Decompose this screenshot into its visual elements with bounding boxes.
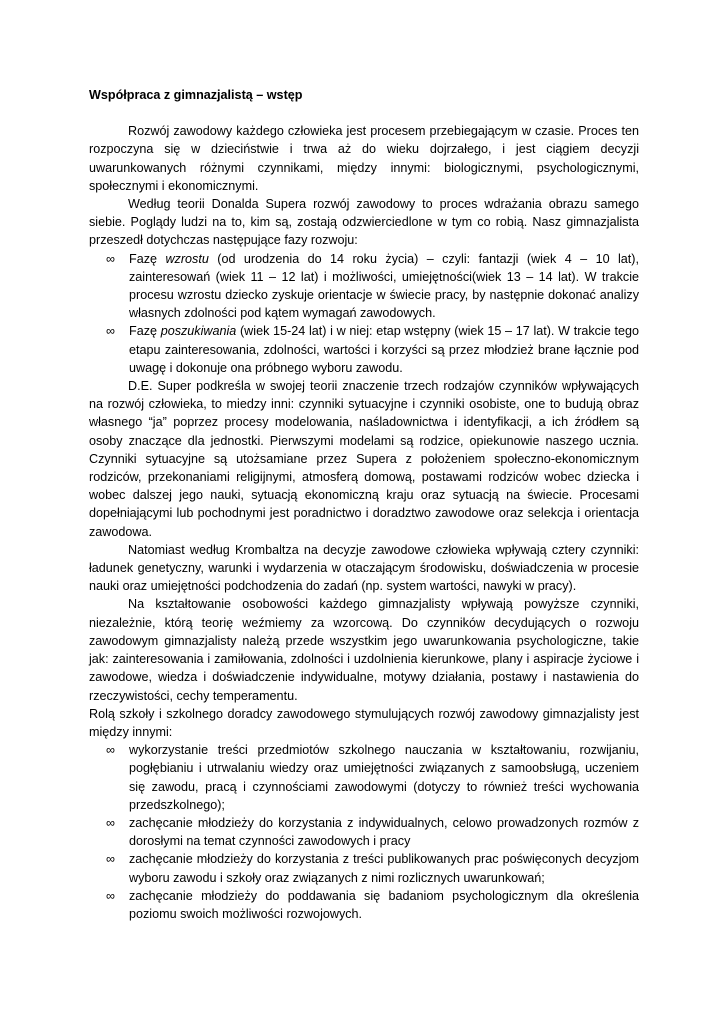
paragraph-factors: D.E. Super podkreśla w swojej teorii znaczenie trzech rodzajów czynników wpływających na rozwój człowieka, to miedzy inni: czynniki sytuacyjne i czynniki osobiste, one to budują obraz własnego “ja” poprzez procesy modelowania, naśladownictwa i identyfikacji, a ich źródłem są osoby znaczące dla jednostki. Pierwszymi modelami są rodzice, opiekunowie naszego ucznia. Czynniki sytuacyjne są utożsamiane przez Supera z położeniem społeczno-ekonomicznym rodziców, przekonaniami religijnymi, atmosferą domową, postawami rodziców wobec dziecka i wobec dalszej jego nauki, sytuacją ekonomiczną kraju oraz sytuacją na świecie. Procesami dopełniającymi lub pochodnymi jest poradnictwo i doradztwo zawodowe oraz selekcja i orientacja zawodowa. [89, 379, 639, 539]
infinity-bullet-icon: ∞ [106, 324, 115, 339]
phase-description: (od urodzenia do 14 roku życia) – czyli: fantazji (wiek 4 – 10 lat), zainteresowań (wiek 11 – 12 lat) i możliwości, umiejętności(wiek 13 – 14 lat). W trakcie procesu wzrostu dziecko zyskuje orientacje w świecie pracy, by następnie dokonać analizy własnych zdolności pod kątem wymagań zawodowych. [129, 251, 639, 321]
list-item-role [89, 887, 639, 923]
phase-prefix: Fazę [129, 251, 166, 266]
list-item-phase-exploration [89, 322, 639, 377]
role-text: wykorzystanie treści przedmiotów szkolnego nauczania w kształtowaniu, rozwijaniu, pogłębianiu i utrwalaniu wiedzy oraz umiejętności związanych z samoobsługą, uczeniem się zawodu, pracą i czynnościami zawodowymi (dotyczy to również treści wychowania przedszkolnego); [129, 743, 639, 812]
infinity-bullet-icon: ∞ [106, 815, 115, 830]
list-item-role [89, 850, 639, 886]
paragraph-intro: Rozwój zawodowy każdego człowieka jest procesem przebiegającym w czasie. Proces ten rozpoczyna się w dzieciństwie i trwa aż do wieku dojrzałego, i jest ciągiem decyzji uwarunkowanych różnymi czynnikami, między innymi: biologicznymi, psychologicznymi, społecznymi i ekonomicznymi. [89, 124, 639, 193]
infinity-bullet-icon: ∞ [106, 743, 115, 758]
list-item-phase-growth [89, 250, 639, 323]
role-text: zachęcanie młodzieży do korzystania z treści publikowanych prac poświęconych decyzjom wyboru zawodu i szkoły oraz związanych z nimi rozlicznych uwarunkowań; [129, 852, 639, 885]
role-text: zachęcanie młodzieży do korzystania z indywidualnych, celowo prowadzonych rozmów z dorosłymi na temat czynności zawodowych i pracy [129, 815, 639, 849]
infinity-bullet-icon: ∞ [106, 852, 115, 867]
infinity-bullet-icon: ∞ [106, 888, 115, 903]
infinity-bullet-icon: ∞ [106, 251, 115, 266]
list-item-role [89, 741, 639, 814]
phase-name: wzrostu [165, 251, 209, 266]
phases-list [89, 250, 639, 377]
phase-description: (wiek 15-24 lat) i w niej: etap wstępny (wiek 15 – 17 lat). W trakcie tego etapu zainteresowania, zdolności, wartości i korzyści są przez młodzież brane łącznie pod uwagę i dokonuje ona próbnego wyboru zawodu. [129, 324, 639, 375]
paragraph-krombaltz: Natomiast według Krombaltza na decyzje zawodowe człowieka wpływają cztery czynniki: ładunek genetyczny, warunki i wydarzenia w otaczającym środowisku, doświadczenia w procesie nauki oraz umiejętności podchodzenia do zadań (np. system wartości, nawyki w pracy). [89, 542, 639, 594]
document-title: Współpraca z gimnazjalistą – wstęp [89, 88, 303, 102]
paragraph-school-role: Rolą szkoły i szkolnego doradcy zawodowego stymulujących rozwój zawodowy gimnazjalisty jest między innymi: [89, 706, 639, 739]
list-item-role [89, 814, 639, 850]
document-page [89, 86, 639, 923]
phase-name: poszukiwania [160, 324, 237, 339]
roles-list [89, 741, 639, 923]
paragraph-personality: Na kształtowanie osobowości każdego gimnazjalisty wpływają powyższe czynniki, niezależnie, którą teorię weźmiemy za wzorcową. Do czynników decydujących o rozwoju zawodowym gimnazjalisty należą przede wszystkim jego uwarunkowania psychologiczne, takie jak: zainteresowania i zamiłowania, zdolności i uzdolnienia kierunkowe, plany i aspiracje życiowe i zawodowe, wiedza i doświadczenie indywidualne, motywy działania, postawy i nastawienia do rzeczywistości, cechy temperamentu. [89, 597, 639, 703]
phase-prefix: Fazę [129, 324, 161, 339]
paragraph-super-theory: Według teorii Donalda Supera rozwój zawodowy to proces wdrażania obrazu samego siebie. Poglądy ludzi na to, kim są, zostają odzwierciedlone w tym co robią. Nasz gimnazjalista przeszedł dotychczas następujące fazy rozwoju: [89, 197, 639, 248]
role-text: zachęcanie młodzieży do poddawania się badaniom psychologicznym dla określenia poziomu swoich możliwości rozwojowych. [129, 888, 639, 921]
